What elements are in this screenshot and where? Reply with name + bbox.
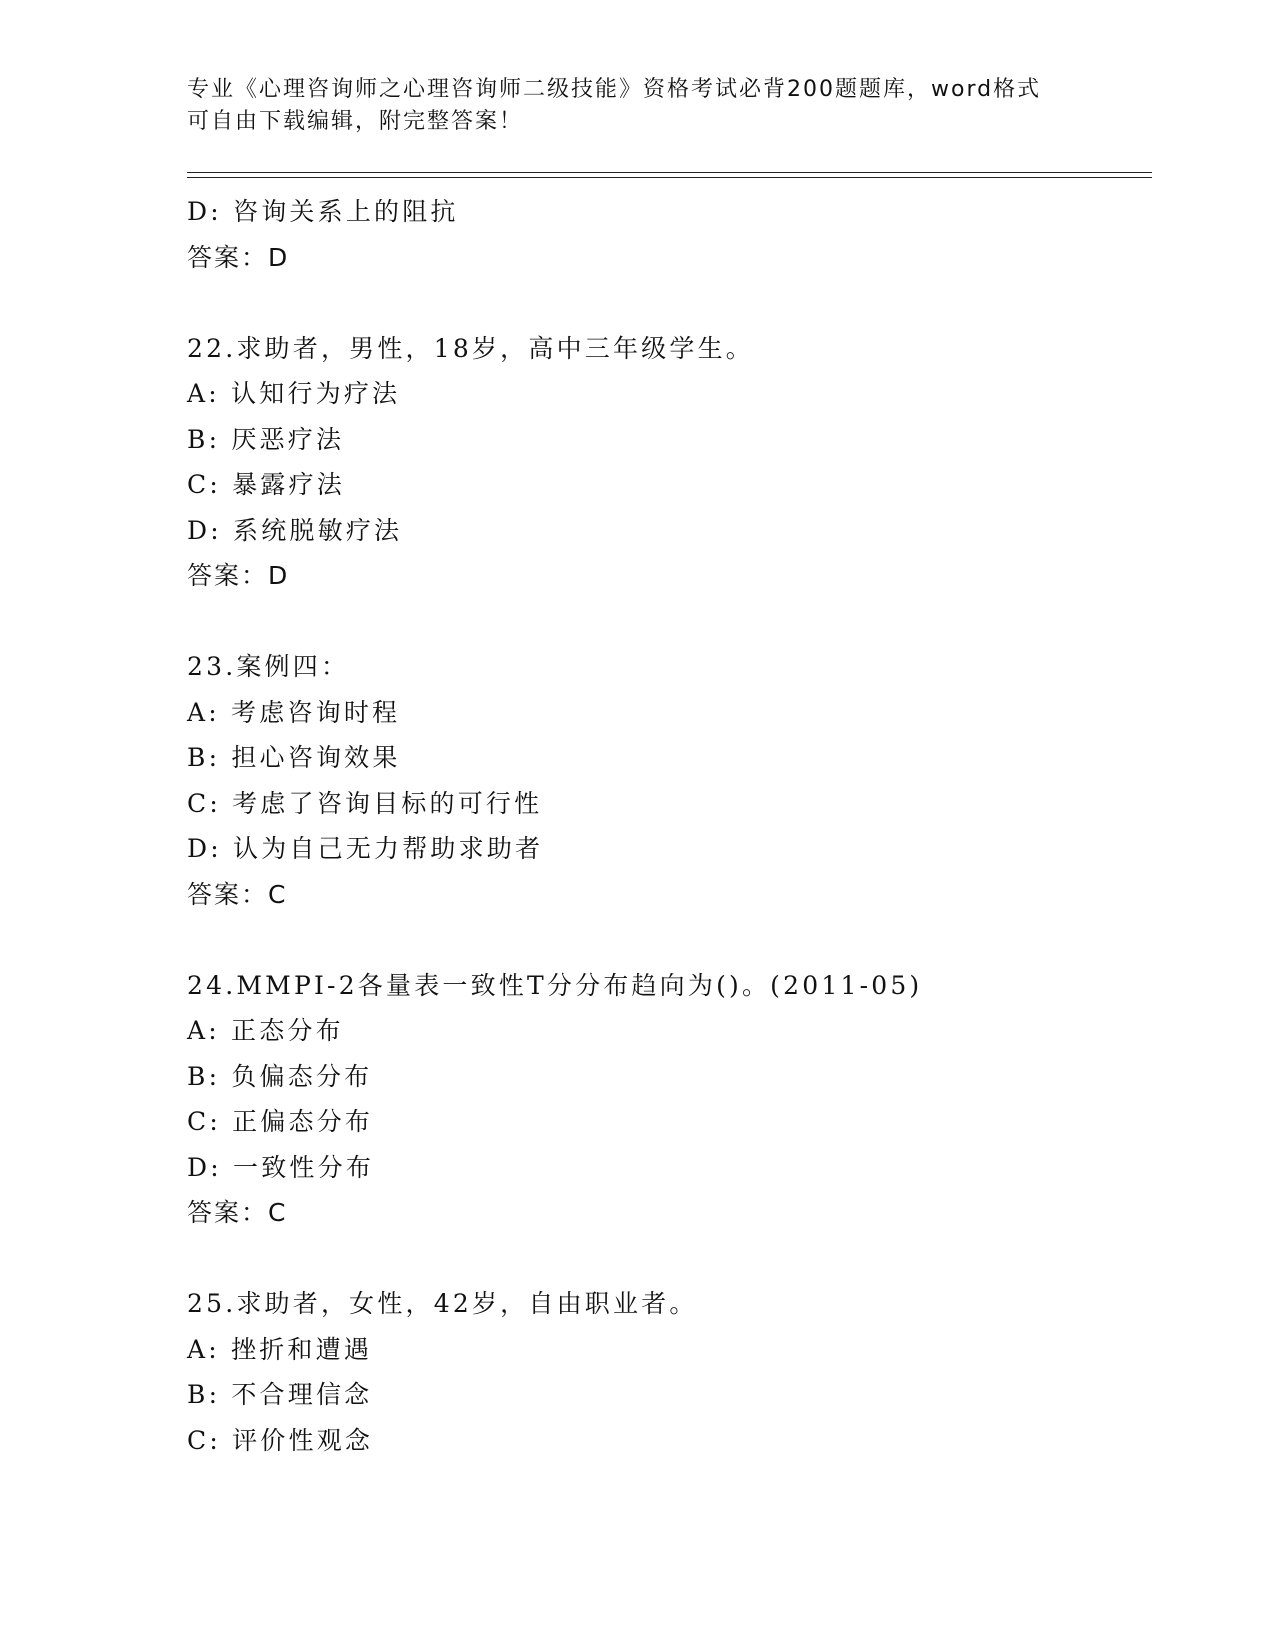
header-line-1: 专业《心理咨询师之心理咨询师二级技能》资格考试必背200题题库，word格式 xyxy=(187,77,1042,102)
option-d: D: 咨询关系上的阻抗 xyxy=(187,197,459,226)
question-list xyxy=(187,189,1137,1463)
option-c: C: 考虑了咨询目标的可行性 xyxy=(187,788,543,818)
question-stem: 23.案例四： xyxy=(187,652,350,681)
option-b: B: 厌恶疗法 xyxy=(187,424,345,454)
spacer xyxy=(187,1236,1137,1282)
question-24 xyxy=(187,963,1137,1236)
spacer xyxy=(187,280,1137,326)
question-stem: 24.MMPI-2各量表一致性T分分布趋向为()。(2011-05) xyxy=(187,970,923,1000)
option-a: A: 考虑咨询时程 xyxy=(187,697,401,727)
header-rule-bottom xyxy=(187,177,1152,178)
option-d: D: 一致性分布 xyxy=(187,1152,375,1182)
option-a: A: 挫折和遭遇 xyxy=(187,1334,373,1364)
option-c: C: 暴露疗法 xyxy=(187,470,345,499)
option-c: C: 评价性观念 xyxy=(187,1425,374,1455)
option-a: A: 认知行为疗法 xyxy=(187,379,401,408)
spacer xyxy=(187,599,1137,645)
question-22 xyxy=(187,326,1137,599)
option-b: B: 担心咨询效果 xyxy=(187,743,401,772)
question-stem: 25.求助者，女性，42岁，自由职业者。 xyxy=(187,1289,698,1318)
option-b: B: 不合理信念 xyxy=(187,1380,373,1409)
spacer xyxy=(187,917,1137,963)
question-23 xyxy=(187,644,1137,917)
answer: 答案：C xyxy=(187,879,288,909)
option-d: D: 系统脱敏疗法 xyxy=(187,515,403,545)
question-25 xyxy=(187,1281,1137,1463)
answer: 答案：D xyxy=(187,242,290,272)
answer: 答案：D xyxy=(187,561,290,590)
option-d: D: 认为自己无力帮助求助者 xyxy=(187,834,544,863)
document-header xyxy=(187,74,1087,138)
header-rule-top xyxy=(187,172,1152,173)
option-a: A: 正态分布 xyxy=(187,1016,344,1045)
header-line-2: 可自由下载编辑，附完整答案！ xyxy=(187,109,524,134)
question-stem: 22.求助者，男性，18岁，高中三年级学生。 xyxy=(187,333,754,363)
option-b: B: 负偏态分布 xyxy=(187,1061,373,1091)
answer: 答案：C xyxy=(187,1198,288,1227)
option-c: C: 正偏态分布 xyxy=(187,1107,374,1136)
